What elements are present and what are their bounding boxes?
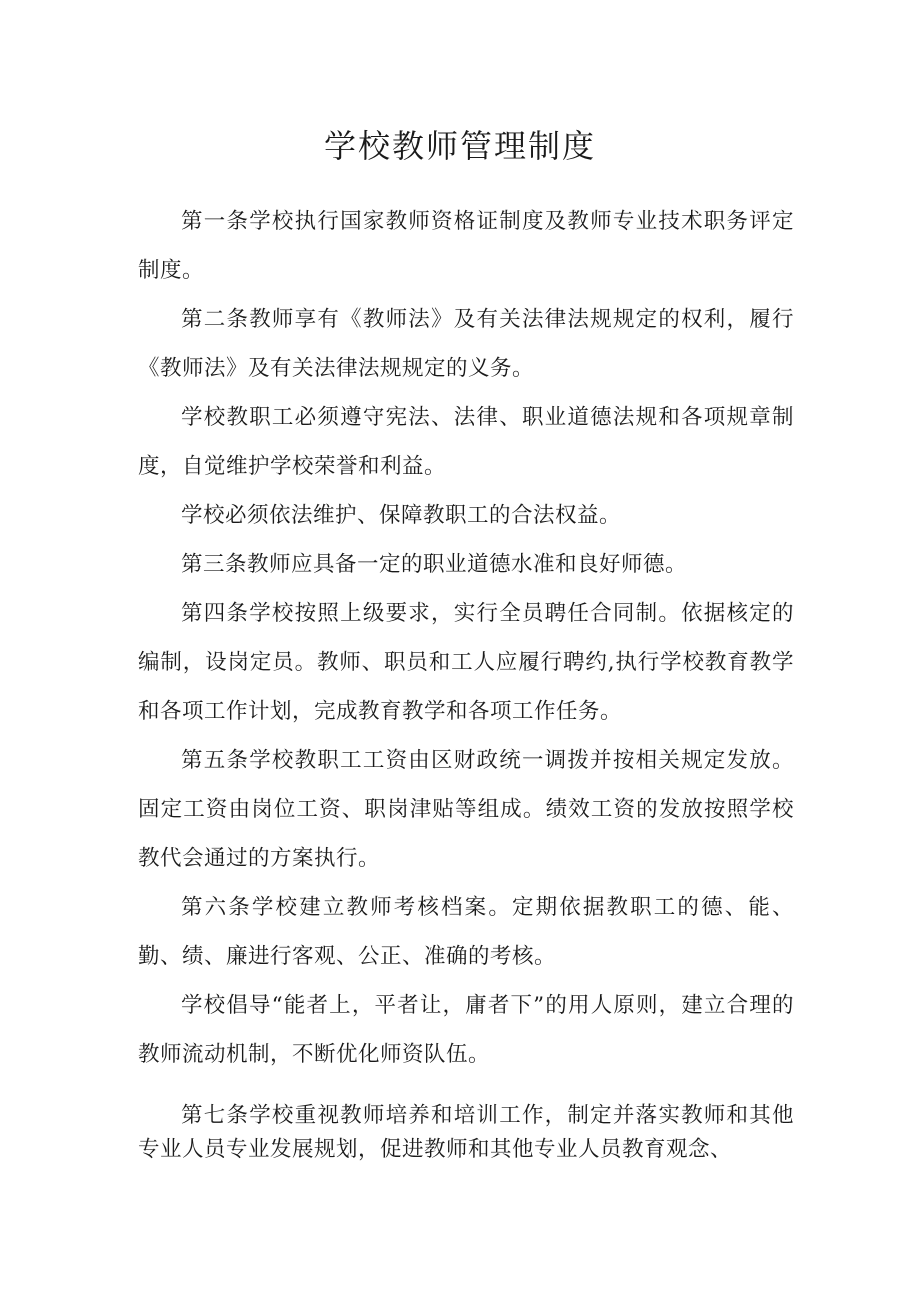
paragraph-staffing-principle: 学校倡导“能者上，平者让，庸者下”的用人原则，建立合理的教师流动机制，不断优化师资队伍。	[138, 993, 794, 1067]
paragraph-staff-rights: 学校必须依法维护、保障教职工的合法权益。	[181, 503, 622, 528]
paragraph-article-3: 第三条教师应具备一定的职业道德水准和良好师德。	[181, 552, 688, 577]
paragraph-article-6: 第六条学校建立教师考核档案。定期依据教职工的德、能、勤、绩、廉进行客观、公正、准确的考核。	[138, 895, 794, 969]
paragraph-article-7: 第七条学校重视教师培养和培训工作，制定并落实教师和其他专业人员专业发展规划，促进教师和其他专业人员教育观念、	[138, 1103, 794, 1162]
document-body	[138, 197, 794, 1167]
document-title: 学校教师管理制度	[323, 127, 596, 165]
paragraph-article-1: 第一条学校执行国家教师资格证制度及教师专业技术职务评定制度。	[138, 209, 794, 283]
paragraph-article-2: 第二条教师享有《教师法》及有关法律法规规定的权利，履行《教师法》及有关法律法规规定的义务。	[138, 307, 794, 381]
paragraph-article-4: 第四条学校按照上级要求，实行全员聘任合同制。依据核定的编制，设岗定员。教师、职员和工人应履行聘约,执行学校教育教学和各项工作计划，完成教育教学和各项工作任务。	[138, 601, 794, 724]
paragraph-article-5: 第五条学校教职工工资由区财政统一调拨并按相关规定发放。固定工资由岗位工资、职岗津贴等组成。绩效工资的发放按照学校教代会通过的方案执行。	[138, 748, 794, 871]
paragraph-staff-obligations: 学校教职工必须遵守宪法、法律、职业道德法规和各项规章制度，自觉维护学校荣誉和利益。	[138, 405, 794, 479]
